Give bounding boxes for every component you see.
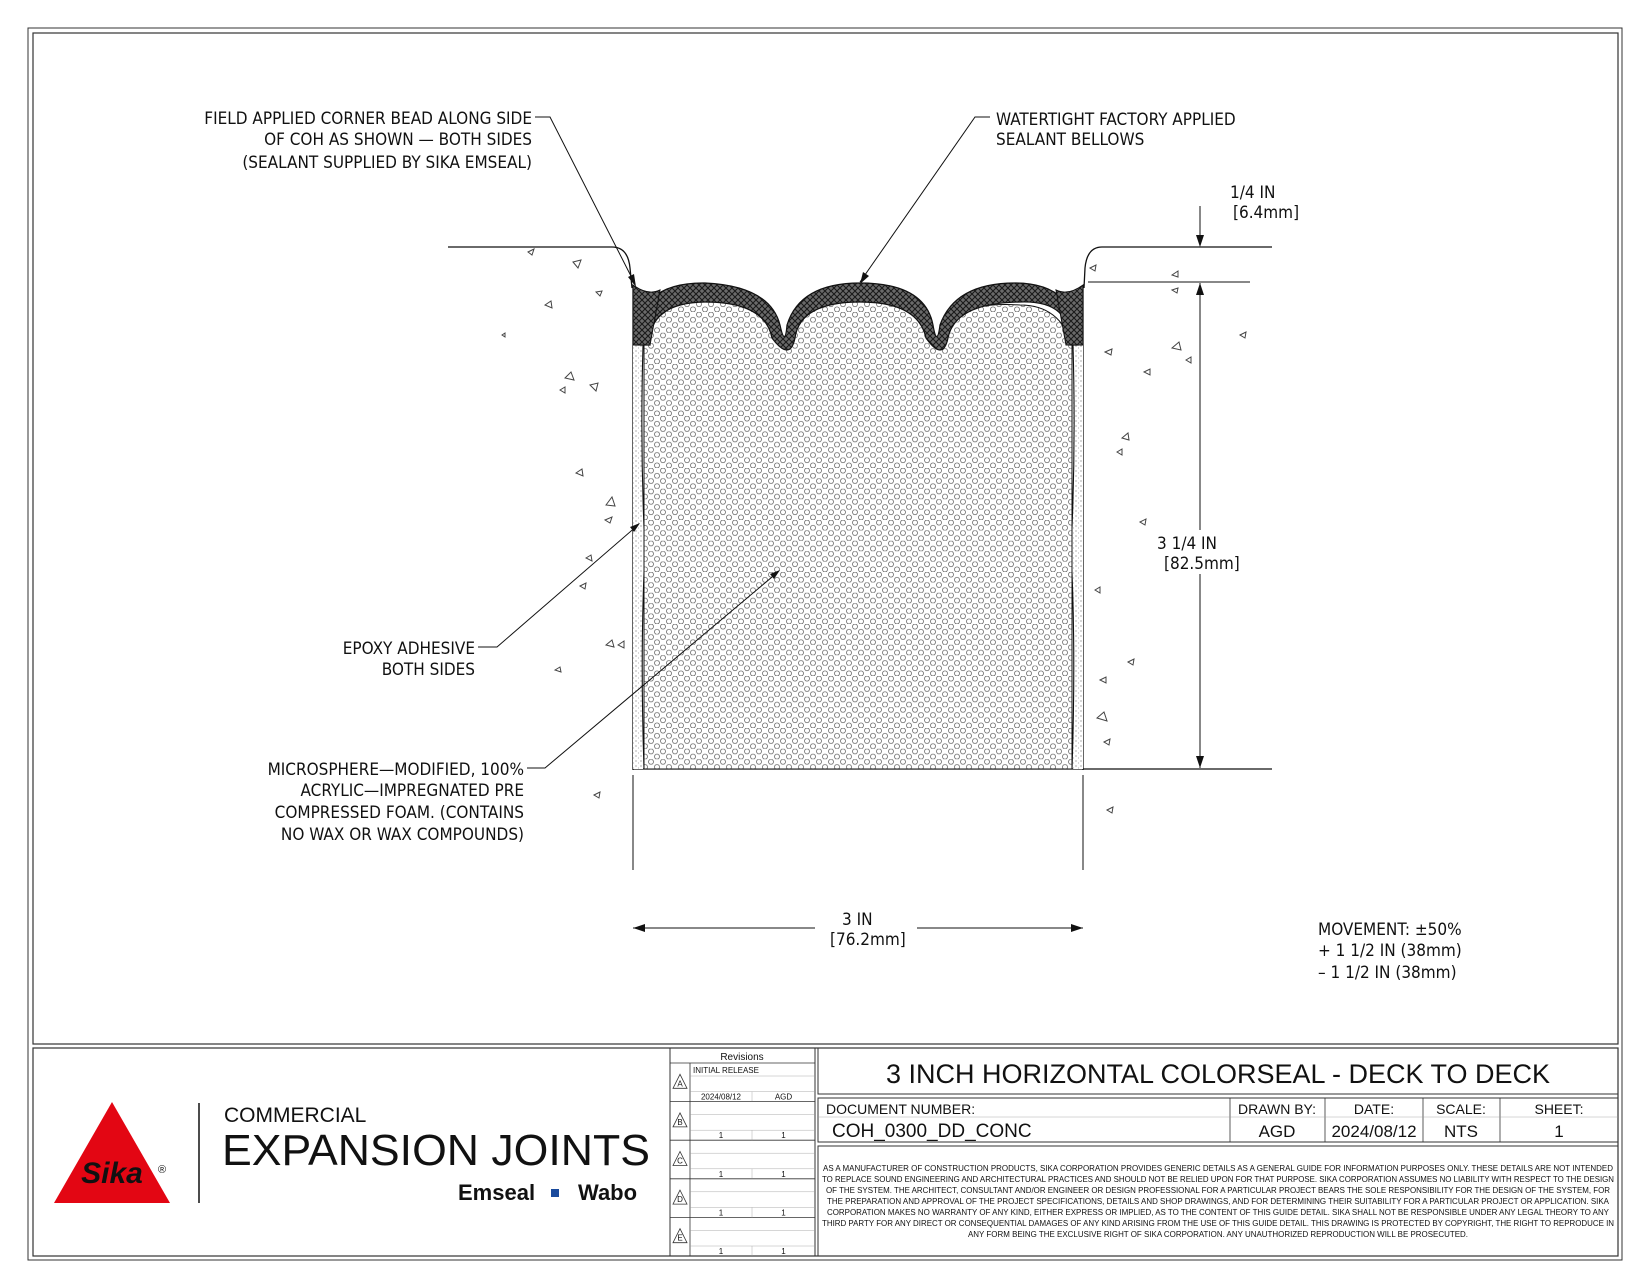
svg-text:– 1 1/2 IN (38mm): – 1 1/2 IN (38mm) [1318, 963, 1457, 983]
epoxy-callout [343, 639, 475, 680]
drawn-by: AGD [1258, 1122, 1296, 1141]
revision-date: 1 [718, 1131, 724, 1141]
svg-text:OF COH AS SHOWN — BOTH SIDES: OF COH AS SHOWN — BOTH SIDES [264, 130, 532, 150]
width-dim-arrow-right [1071, 924, 1083, 932]
disclaimer [822, 1164, 1614, 1239]
width-dim-metric: [76.2mm] [830, 930, 906, 950]
depth-dim-metric: [82.5mm] [1164, 554, 1240, 574]
svg-text:ANY FORM BEING THE EXCLUSIVE R: ANY FORM BEING THE EXCLUSIVE RIGHT OF SIKA CORPORATION. ANY UNAUTHORIZED REPRODUCTION WILL BE PROSECUTED. [968, 1230, 1468, 1239]
revision-author: 1 [781, 1208, 786, 1218]
bellows-leader [860, 117, 990, 282]
revision-row [670, 1229, 815, 1256]
date-label: DATE: [1353, 1101, 1395, 1117]
revision-letter: C [677, 1156, 683, 1166]
svg-text:SEALANT BELLOWS: SEALANT BELLOWS [996, 130, 1145, 150]
revision-date: 1 [718, 1169, 724, 1179]
width-dim-arrow-left [633, 924, 645, 932]
svg-text:(SEALANT SUPPLIED BY SIKA EMSE: (SEALANT SUPPLIED BY SIKA EMSEAL) [242, 153, 532, 173]
title-block [33, 1048, 1618, 1256]
doc-number-label: DOCUMENT NUMBER: [826, 1101, 976, 1117]
corner-bead-leader [535, 117, 635, 284]
svg-text:MOVEMENT: ±50%: MOVEMENT: ±50% [1318, 920, 1462, 940]
svg-text:AS A MANUFACTURER OF CONSTRUCT: AS A MANUFACTURER OF CONSTRUCTION PRODUCTS, SIKA CORPORATION PROVIDES GENERIC DETAILS AS A GENERAL GUIDE FOR INFORMATION PURPOSES ONLY. THESE DETAILS ARE NOT INTENDED [823, 1164, 1614, 1173]
left-deck-edge [612, 247, 632, 288]
svg-text:WATERTIGHT FACTORY APPLIED: WATERTIGHT FACTORY APPLIED [996, 110, 1236, 130]
revision-author: 1 [781, 1169, 786, 1179]
date-value: 2024/08/12 [1331, 1122, 1417, 1141]
brand-line2: EXPANSION JOINTS [222, 1126, 650, 1175]
svg-text:®: ® [158, 1164, 167, 1176]
scale-label: SCALE: [1436, 1101, 1486, 1117]
sika-logo-text: Sika [81, 1157, 143, 1190]
brand-area [54, 1102, 650, 1205]
sheet-value: 1 [1554, 1122, 1564, 1141]
recess-dim-label: 1/4 IN [1230, 183, 1276, 203]
svg-text:OF THE SYSTEM. THE ARCHITECT,: OF THE SYSTEM. THE ARCHITECT, CONSULTANT AND/OR ENGINEER OR DESIGN PROFESSIONAL FOR A PARTICULAR PROJECT BEARS THE SOLE RESPONSIBILITY FOR THE DESIGN OF THE SYSTEM, FOR [826, 1186, 1611, 1195]
revision-row [670, 1190, 815, 1217]
revision-row [670, 1152, 815, 1179]
width-dim-label: 3 IN [842, 910, 873, 930]
foam-callout [268, 760, 524, 845]
svg-text:ACRYLIC—IMPREGNATED PRE: ACRYLIC—IMPREGNATED PRE [300, 781, 524, 801]
brand-line1: COMMERCIAL [224, 1104, 367, 1127]
revision-author: 1 [781, 1131, 786, 1141]
svg-text:+ 1 1/2 IN (38mm): + 1 1/2 IN (38mm) [1318, 941, 1462, 961]
svg-text:TO REPLACE SOUND ENGINEERING A: TO REPLACE SOUND ENGINEERING AND ARCHITECTURAL PRACTICES AND SHOULD NOT BE RELIED UPON FOR THAT PURPOSE. SIKA CORPORATION ASSUMES NO LIABILITY WITH RESPECT TO THE DESIGN [822, 1175, 1615, 1184]
svg-text:COMPRESSED FOAM. (CONTAINS: COMPRESSED FOAM. (CONTAINS [274, 803, 524, 823]
joint-detail [204, 109, 1461, 983]
svg-text:BOTH SIDES: BOTH SIDES [381, 660, 475, 680]
svg-text:EPOXY ADHESIVE: EPOXY ADHESIVE [342, 639, 475, 659]
revision-author: AGD [774, 1092, 793, 1102]
revision-description: INITIAL RELEASE [693, 1066, 759, 1075]
depth-dim-arrow-top [1196, 283, 1204, 295]
svg-text:THE PREPARATION AND APPROVAL O: THE PREPARATION AND APPROVAL OF THE PROJECT SPECIFICATIONS, DETAILS AND SHOP DRAWINGS, AND FOR DETERMINING THEIR SUITABILITY FOR A PARTICULAR PROJECT OR APPLICATION. SIKA [827, 1197, 1610, 1206]
svg-text:NO WAX OR WAX COMPOUNDS): NO WAX OR WAX COMPOUNDS) [280, 825, 524, 845]
revisions-header: Revisions [720, 1052, 764, 1063]
recess-dim-arrow [1196, 235, 1204, 247]
revision-letter: B [677, 1117, 683, 1127]
revision-date: 1 [718, 1247, 724, 1256]
scale-value: NTS [1444, 1122, 1478, 1141]
revision-date: 2024/08/12 [700, 1092, 742, 1102]
brand-wabo: Wabo [578, 1180, 638, 1205]
svg-text:THIRD PARTY FOR ANY DIRECT OR: THIRD PARTY FOR ANY DIRECT OR CONSEQUENTIAL DAMAGES OF ANY KIND ARISING FROM THE USE OF THIS GUIDE DETAIL. THIS DRAWING IS PROTECTED BY COPYRIGHT, THE RIGHT TO REPRODUCE IN [822, 1219, 1615, 1228]
svg-text:FIELD APPLIED CORNER BEAD ALON: FIELD APPLIED CORNER BEAD ALONG SIDE [204, 109, 532, 129]
epoxy-leader [478, 525, 638, 647]
revision-author: 1 [781, 1247, 786, 1256]
compressed-foam [644, 300, 1072, 769]
doc-number: COH_0300_DD_CONC [832, 1121, 1032, 1142]
revision-letter: E [677, 1233, 683, 1243]
recess-dim-metric: [6.4mm] [1233, 203, 1300, 223]
depth-dim-arrow-bottom [1196, 756, 1204, 768]
drawn-by-label: DRAWN BY: [1237, 1101, 1317, 1117]
revision-date: 1 [718, 1208, 724, 1218]
movement-note [1318, 920, 1462, 983]
revision-row [670, 1113, 815, 1140]
svg-text:CORPORATION MAKES NO WARRANTY: CORPORATION MAKES NO WARRANTY OF ANY KIND, EITHER EXPRESS OR IMPLIED, AS TO THE CONTENT OF THIS GUIDE DETAIL. SIKA SHALL NOT BE RESPONSIBLE UNDER ANY LEGAL THEORY TO ANY [827, 1208, 1610, 1217]
bellows-callout [996, 110, 1236, 150]
depth-dim-label: 3 1/4 IN [1157, 534, 1217, 554]
revisions-table [670, 1048, 815, 1256]
revision-row [670, 1066, 815, 1102]
revision-letter: A [677, 1079, 683, 1089]
svg-text:MICROSPHERE—MODIFIED, 100%: MICROSPHERE—MODIFIED, 100% [267, 760, 524, 780]
brand-emseal: Emseal [458, 1180, 536, 1205]
corner-bead-callout [204, 109, 532, 173]
drawing-title: 3 INCH HORIZONTAL COLORSEAL - DECK TO DECK [885, 1059, 1551, 1089]
sheet-label: SHEET: [1534, 1101, 1584, 1117]
revision-letter: D [677, 1195, 683, 1205]
